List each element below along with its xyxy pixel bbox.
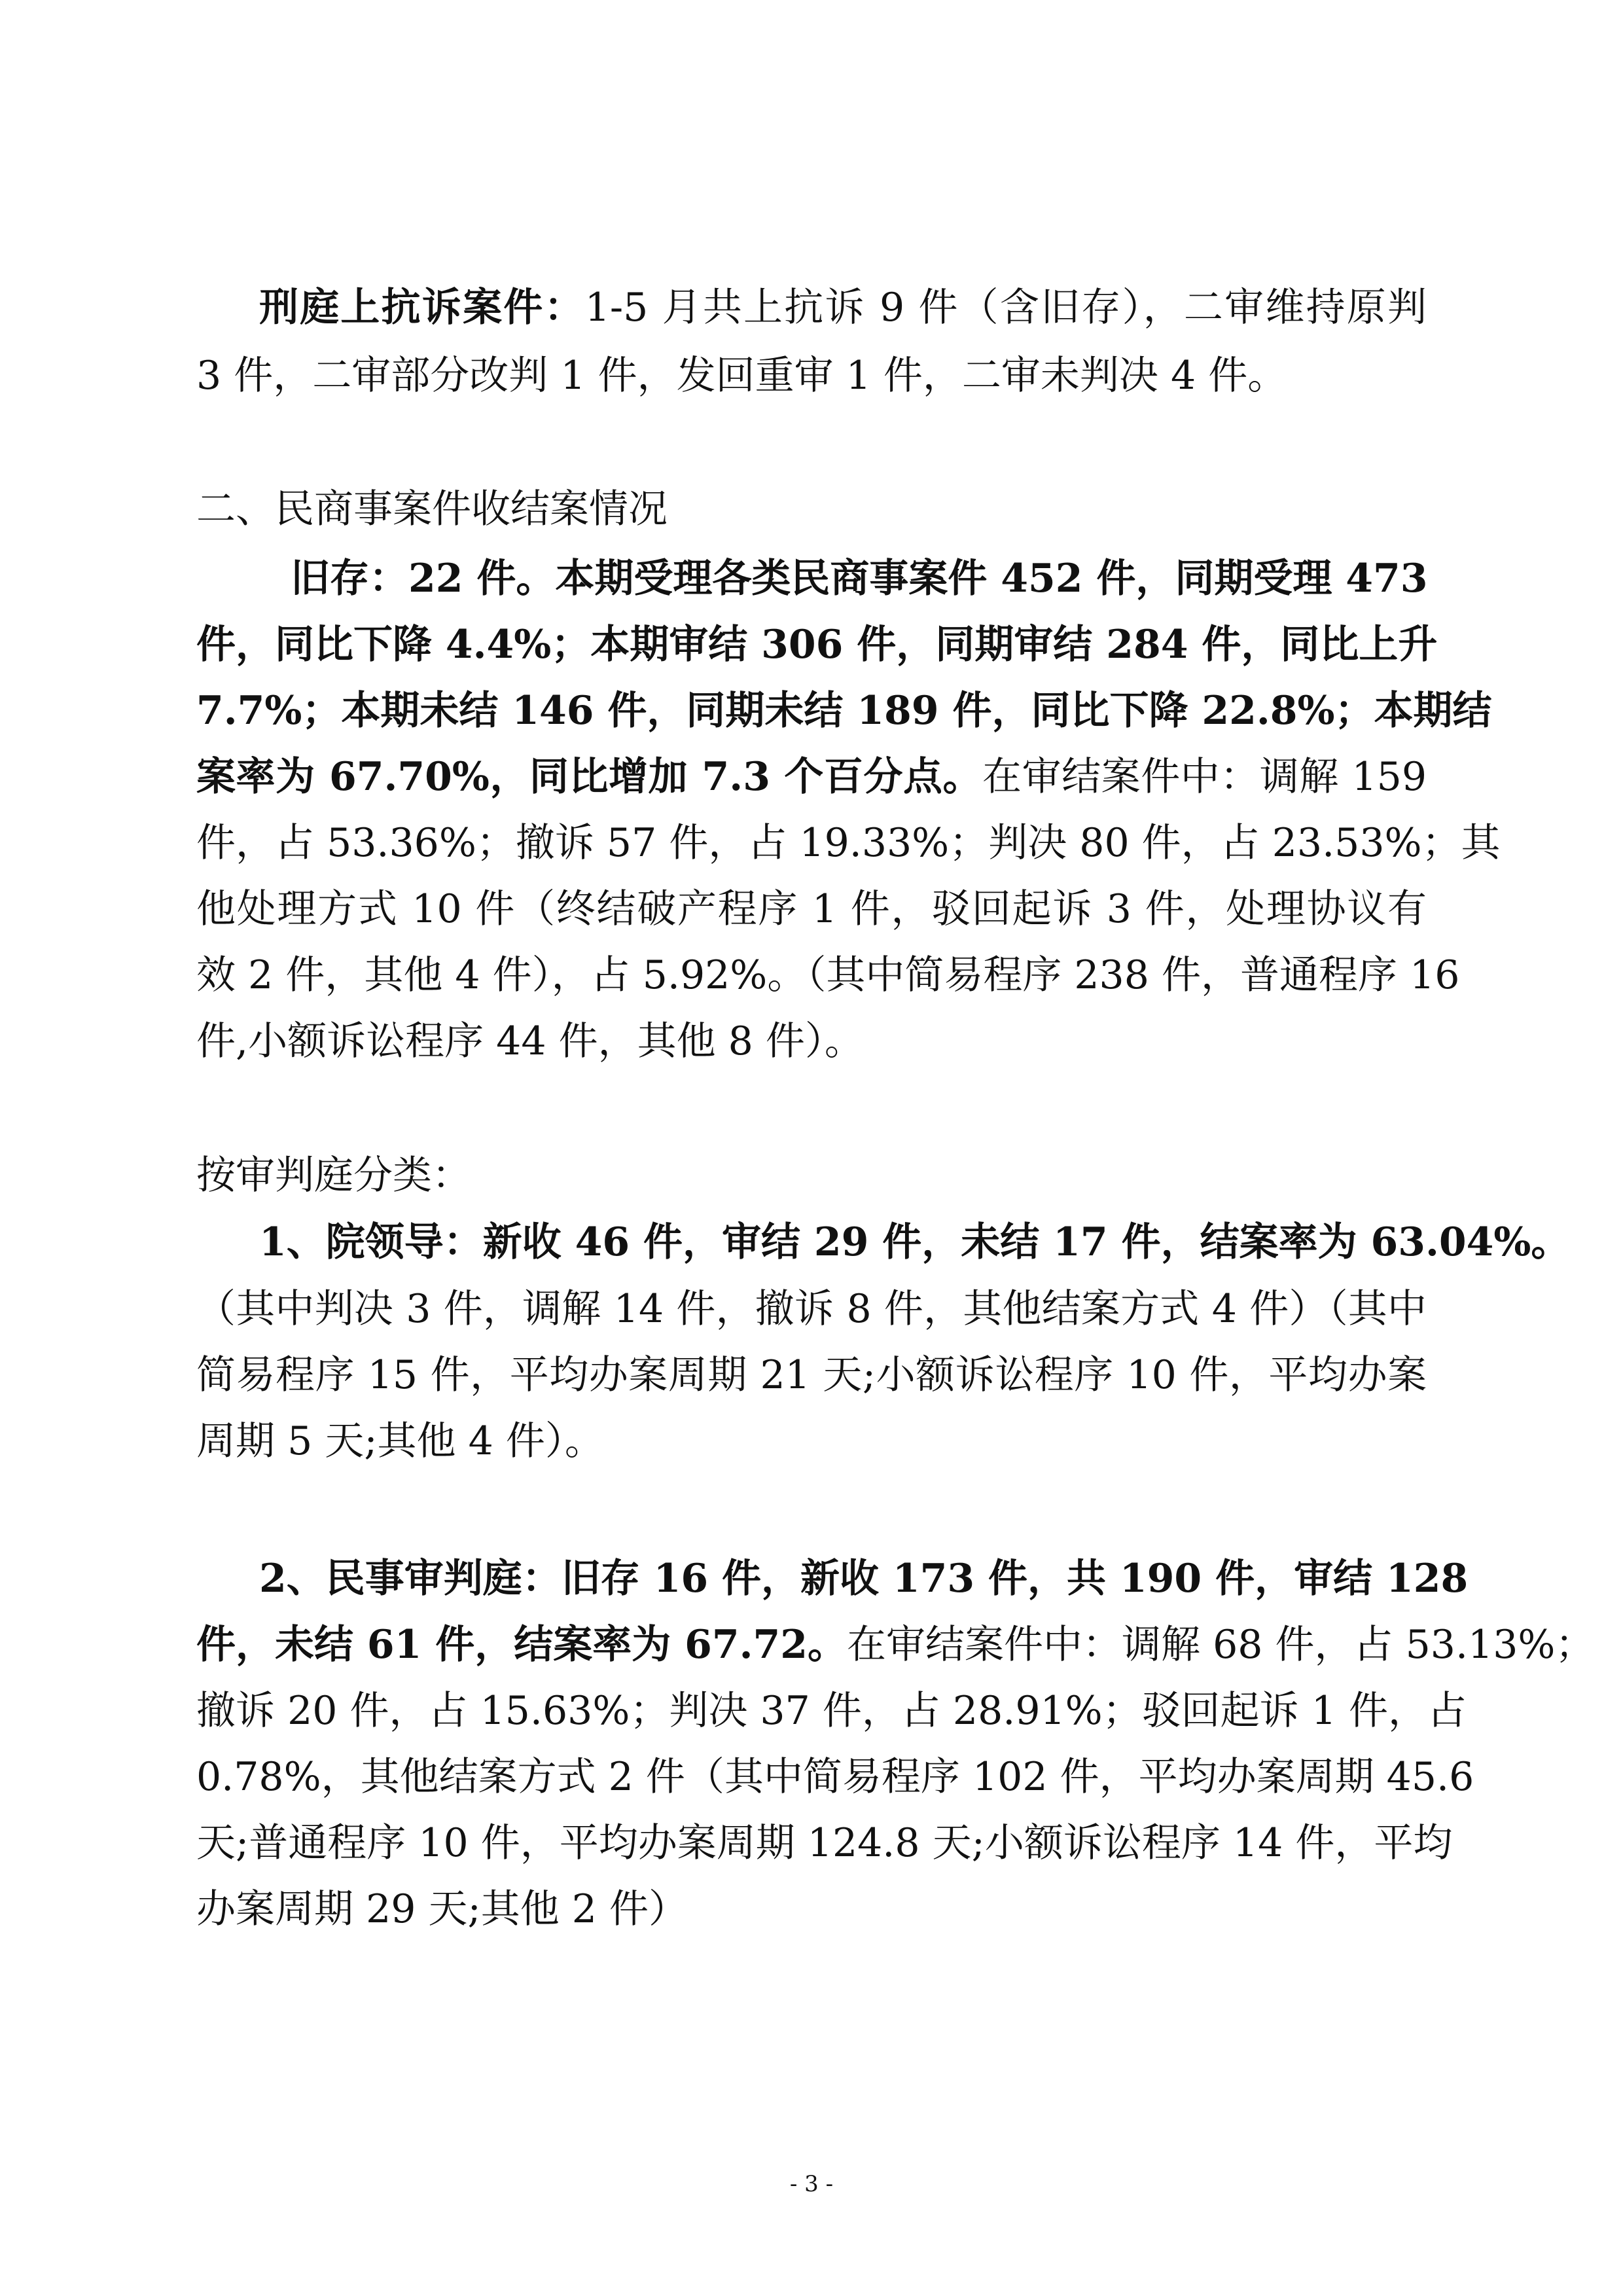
paragraph-civil-line-6: 他处理方式 10 件（终结破产程序 1 件，驳回起诉 3 件，处理协议有 bbox=[196, 886, 1427, 932]
section-heading-by-tribunal: 按审判庭分类： bbox=[196, 1153, 471, 1198]
paragraph-criminal-appeals-line-2: 3 件，二审部分改判 1 件，发回重审 1 件，二审未判决 4 件。 bbox=[196, 353, 1287, 399]
closure-rate-statement: 案率为 67.70%，同比增加 7.3 个百分点。 bbox=[196, 754, 983, 800]
paragraph-civil-tribunal-line-4: 0.78%，其他结案方式 2 件（其中简易程序 102 件，平均办案周期 45.6 bbox=[196, 1754, 1474, 1800]
criminal-appeals-lead: 刑庭上抗诉案件： bbox=[259, 285, 585, 331]
paragraph-civil-line-7: 效 2 件，其他 4 件），占 5.92%。（其中简易程序 238 件，普通程序 16 bbox=[196, 952, 1460, 998]
paragraph-civil-tribunal-line-1: 2、民事审判庭：旧存 16 件，新收 173 件，共 190 件，审结 128 bbox=[259, 1556, 1469, 1602]
paragraph-leadership-line-2: （其中判决 3 件，调解 14 件，撤诉 8 件，其他结案方式 4 件）（其中 bbox=[196, 1286, 1427, 1332]
page-number: - 3 - bbox=[789, 2171, 834, 2197]
closure-breakdown-lead: 在审结案件中：调解 159 bbox=[982, 754, 1427, 800]
paragraph-civil-line-3: 7.7%；本期未结 146 件，同期未结 189 件，同比下降 22.8%；本期结 bbox=[196, 688, 1492, 734]
paragraph-civil-tribunal-line-3: 撤诉 20 件，占 15.63%；判决 37 件，占 28.91%；驳回起诉 1 件，占 bbox=[196, 1688, 1467, 1734]
paragraph-civil-line-5: 件，占 53.36%；撤诉 57 件，占 19.33%；判决 80 件，占 23.53%；其 bbox=[196, 820, 1501, 866]
paragraph-leadership-line-1: 1、院领导：新收 46 件，审结 29 件，未结 17 件，结案率为 63.04%。 bbox=[259, 1219, 1571, 1265]
civil-tribunal-breakdown-lead: 在审结案件中：调解 68 件，占 53.13%； bbox=[847, 1622, 1595, 1668]
section-heading-civil-commercial: 二、民商事案件收结案情况 bbox=[196, 486, 668, 532]
paragraph-leadership-line-4: 周期 5 天;其他 4 件）。 bbox=[196, 1418, 604, 1464]
civil-tribunal-closure-rate: 件，未结 61 件，结案率为 67.72。 bbox=[196, 1622, 847, 1668]
paragraph-civil-tribunal-line-6: 办案周期 29 天;其他 2 件） bbox=[196, 1886, 688, 1932]
paragraph-civil-tribunal-line-5: 天;普通程序 10 件，平均办案周期 124.8 天;小额诉讼程序 14 件，平均 bbox=[196, 1820, 1453, 1866]
paragraph-civil-tribunal-line-2 bbox=[196, 1622, 1595, 1668]
paragraph-civil-line-8: 件,小额诉讼程序 44 件，其他 8 件）。 bbox=[196, 1018, 864, 1064]
criminal-appeals-text: 1-5 月共上抗诉 9 件（含旧存），二审维持原判 bbox=[584, 285, 1427, 331]
paragraph-civil-line-2: 件，同比下降 4.4%；本期审结 306 件，同期审结 284 件，同比上升 bbox=[196, 622, 1438, 668]
paragraph-civil-line-4 bbox=[196, 754, 1427, 800]
paragraph-criminal-appeals-line-1 bbox=[259, 285, 1427, 331]
paragraph-civil-line-1: 旧存：22 件。本期受理各类民商事案件 452 件，同期受理 473 bbox=[291, 556, 1428, 601]
paragraph-leadership-line-3: 简易程序 15 件，平均办案周期 21 天;小额诉讼程序 10 件，平均办案 bbox=[196, 1352, 1427, 1398]
